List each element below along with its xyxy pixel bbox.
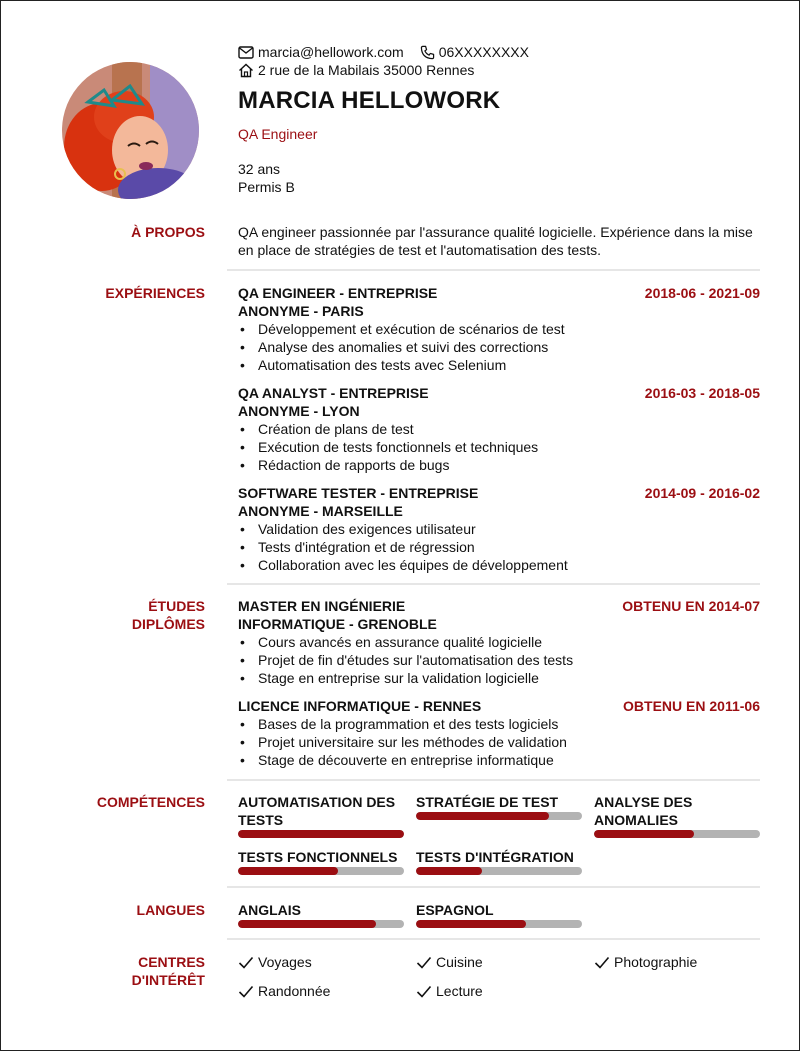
language-level-bar (416, 920, 582, 928)
skill-name-line: TESTS FONCTIONNELS (238, 849, 398, 865)
skill-name (416, 848, 582, 866)
skill-name (594, 793, 760, 829)
divider (227, 886, 760, 888)
driving-license: Permis B (238, 179, 295, 195)
skill-level-bar (416, 812, 582, 820)
check-icon (238, 956, 254, 969)
entry-bullets (238, 633, 760, 687)
personal-info (238, 160, 295, 196)
skill-level-fill (416, 812, 549, 820)
list-item: • Développement et exécution de scénarios de test (238, 320, 760, 338)
education-entry (238, 597, 760, 687)
list-item: • Création de plans de test (238, 420, 760, 438)
skill-item (416, 848, 582, 875)
experience-entry (238, 284, 760, 374)
languages-grid (238, 901, 760, 928)
skill-item (238, 848, 404, 875)
entry-title-line: ANONYME - MARSEILLE (238, 503, 403, 519)
entry-title-line: SOFTWARE TESTER - ENTREPRISE (238, 485, 479, 501)
entry-title-line: ANONYME - LYON (238, 403, 360, 419)
email-text[interactable]: marcia@hellowork.com (258, 44, 404, 60)
home-icon (238, 63, 254, 78)
experience-entry (238, 384, 760, 474)
interest-label: Photographie (614, 954, 698, 970)
job-title: QA Engineer (238, 126, 318, 142)
skill-item (594, 793, 760, 838)
skills-label: COMPÉTENCES (96, 794, 205, 810)
entry-bullets (238, 715, 760, 769)
entry-title-line: QA ENGINEER - ENTREPRISE (238, 285, 438, 301)
education-list (238, 597, 760, 779)
language-item (238, 901, 404, 928)
skill-name-line: TESTS (238, 812, 284, 828)
interest-item (238, 982, 416, 1000)
skill-name-line: AUTOMATISATION DES (238, 794, 396, 810)
avatar-illustration (62, 62, 199, 199)
candidate-name: MARCIA HELLOWORK (238, 87, 501, 114)
interests-label-line: D'INTÉRÊT (131, 972, 205, 988)
entry-title-line: LICENCE INFORMATIQUE - RENNES (238, 698, 482, 714)
list-item: • Analyse des anomalies et suivi des corrections (238, 338, 760, 356)
skill-name (416, 793, 582, 811)
language-name: ANGLAIS (238, 902, 301, 918)
skill-name-line: TESTS D'INTÉGRATION (416, 849, 574, 865)
language-item (416, 901, 582, 928)
contact-block (238, 43, 529, 79)
list-item: • Projet de fin d'études sur l'automatisation des tests (238, 651, 760, 669)
list-item: • Tests d'intégration et de régression (238, 538, 760, 556)
interests-label-line: CENTRES (138, 954, 205, 970)
interest-label: Randonnée (258, 983, 331, 999)
language-level-bar (238, 920, 404, 928)
entry-title-line: INFORMATIQUE - GRENOBLE (238, 616, 437, 632)
entry-date: 2018-06 - 2021-09 (644, 285, 760, 301)
entry-title-line: MASTER EN INGÉNIERIE (238, 598, 406, 614)
about-label: À PROPOS (131, 224, 205, 240)
entry-title (238, 697, 608, 715)
entry-date: OBTENU EN 2014-07 (622, 598, 760, 614)
phone-icon (420, 45, 435, 60)
list-item: • Cours avancés en assurance qualité logicielle (238, 633, 760, 651)
phone-item[interactable] (420, 43, 529, 61)
language-name: ESPAGNOL (416, 902, 494, 918)
skills-grid (238, 793, 760, 875)
email-item[interactable] (238, 43, 404, 61)
skill-level-fill (594, 830, 694, 838)
interests-label (132, 953, 205, 989)
list-item: • Bases de la programmation et des tests logiciels (238, 715, 760, 733)
experience-list (238, 284, 760, 584)
list-item: • Rédaction de rapports de bugs (238, 456, 760, 474)
interests-grid (238, 953, 760, 1000)
divider (227, 269, 760, 271)
mail-icon (238, 46, 254, 59)
skill-name-line: STRATÉGIE DE TEST (416, 794, 559, 810)
skill-level-bar (416, 867, 582, 875)
skill-level-fill (416, 867, 482, 875)
list-item: • Projet universitaire sur les méthodes de validation (238, 733, 760, 751)
list-item: • Collaboration avec les équipes de développement (238, 556, 760, 574)
entry-bullets (238, 320, 760, 374)
skill-name-line: ANOMALIES (594, 812, 678, 828)
interest-item (594, 953, 760, 971)
check-icon (416, 956, 432, 969)
divider (227, 583, 760, 585)
skill-level-bar (238, 867, 404, 875)
interest-item (238, 953, 416, 971)
divider (227, 779, 760, 781)
entry-title (238, 384, 608, 420)
phone-text[interactable]: 06XXXXXXXX (438, 44, 529, 60)
entry-bullets (238, 520, 760, 574)
check-icon (238, 985, 254, 998)
address-text: 2 rue de la Mabilais 35000 Rennes (258, 62, 475, 78)
experience-label: EXPÉRIENCES (105, 285, 205, 301)
interest-label: Cuisine (436, 954, 483, 970)
list-item: • Exécution de tests fonctionnels et techniques (238, 438, 760, 456)
interest-item (416, 953, 594, 971)
skill-level-bar (594, 830, 760, 838)
skill-level-fill (238, 867, 338, 875)
education-label-line: DIPLÔMES (131, 616, 205, 632)
about-text: QA engineer passionnée par l'assurance qualité logicielle. Expérience dans la mise en place de stratégies de test et l'automatisation des tests. (238, 224, 753, 258)
entry-title-line: QA ANALYST - ENTREPRISE (238, 385, 429, 401)
list-item: • Stage de découverte en entreprise informatique (238, 751, 760, 769)
age: 32 ans (238, 161, 281, 177)
skill-name-line: ANALYSE DES (594, 794, 693, 810)
entry-date: OBTENU EN 2011-06 (623, 698, 760, 714)
education-label (132, 597, 205, 633)
check-icon (594, 956, 610, 969)
skill-level-bar (238, 830, 404, 838)
entry-title-line: ANONYME - PARIS (238, 303, 364, 319)
entry-date: 2016-03 - 2018-05 (644, 385, 760, 401)
skill-name (238, 793, 404, 829)
education-entry (238, 697, 760, 769)
entry-title (238, 597, 608, 633)
language-level-fill (416, 920, 526, 928)
divider (227, 938, 760, 940)
address-item (238, 61, 474, 79)
skill-name (238, 848, 404, 866)
skill-item (416, 793, 582, 838)
list-item: • Stage en entreprise sur la validation logicielle (238, 669, 760, 687)
entry-bullets (238, 420, 760, 474)
list-item: • Automatisation des tests avec Selenium (238, 356, 760, 374)
languages-label: LANGUES (136, 902, 205, 918)
entry-title (238, 284, 608, 320)
education-label-line: ÉTUDES (148, 598, 205, 614)
interest-item (416, 982, 594, 1000)
interest-label: Lecture (436, 983, 483, 999)
skill-level-fill (238, 830, 404, 838)
skill-item (238, 793, 404, 838)
experience-entry (238, 484, 760, 574)
check-icon (416, 985, 432, 998)
interest-label: Voyages (258, 954, 312, 970)
language-level-fill (238, 920, 376, 928)
list-item: • Validation des exigences utilisateur (238, 520, 760, 538)
avatar (62, 62, 199, 199)
entry-title (238, 484, 608, 520)
entry-date: 2014-09 - 2016-02 (644, 485, 760, 501)
